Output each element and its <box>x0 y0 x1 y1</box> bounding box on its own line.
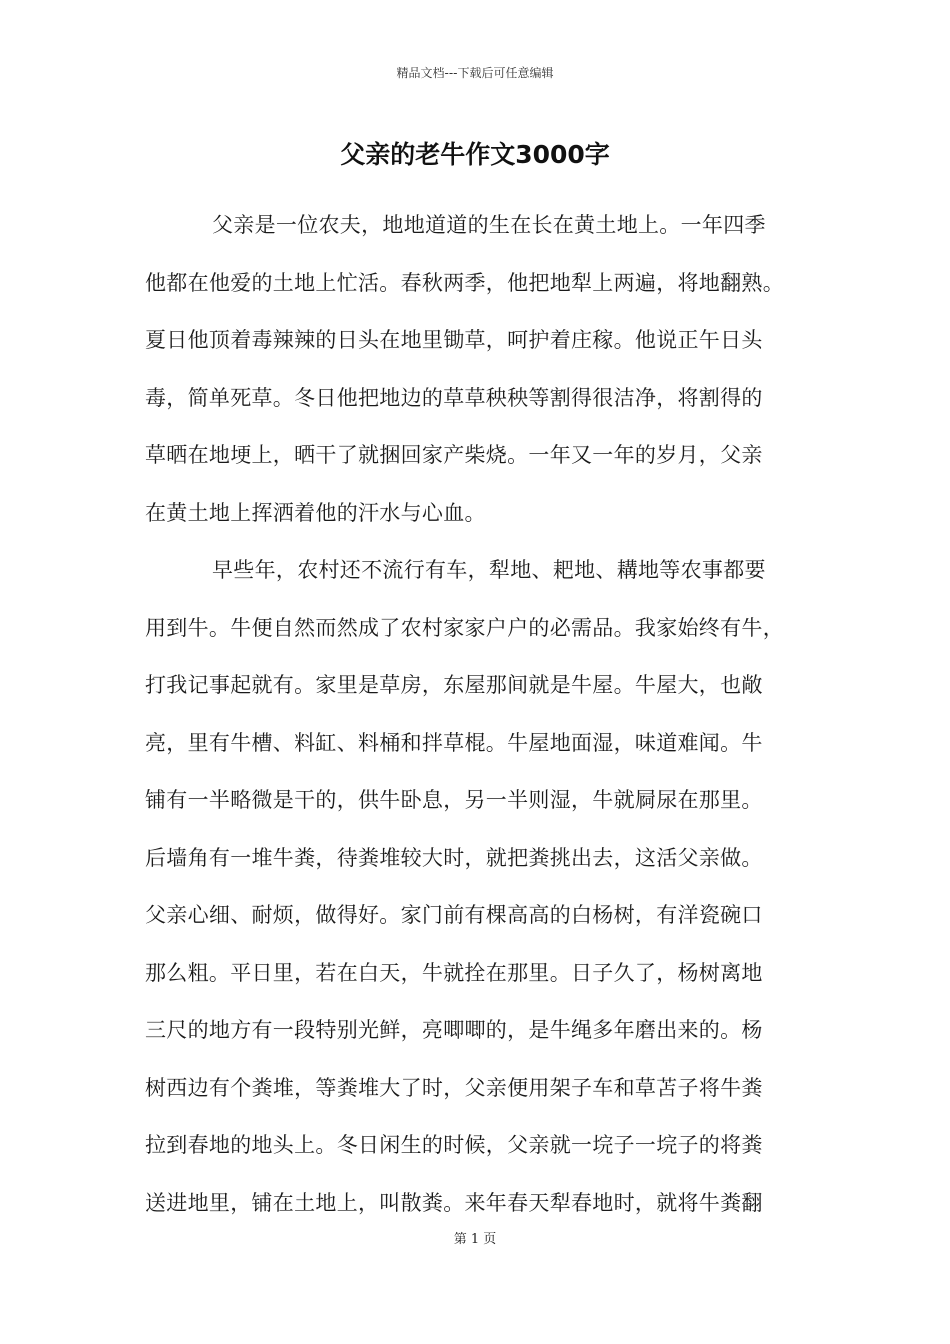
text-line: 那么粗。平日里，若在白天，牛就拴在那里。日子久了，杨树离地 <box>145 960 763 985</box>
text-line: 在黄土地上挥洒着他的汗水与心血。 <box>145 500 486 525</box>
text-line: 三尺的地方有一段特别光鲜，亮唧唧的，是牛绳多年磨出来的。杨 <box>145 1018 763 1042</box>
text-line: 用到牛。牛便自然而然成了农村家家户户的必需品。我家始终有牛， <box>145 615 784 640</box>
page-header: 精品文档---下载后可任意编辑 <box>396 66 554 80</box>
text-line: 他都在他爱的土地上忙活。春秋两季，他把地犁上两遍，将地翻熟。 <box>145 270 784 295</box>
text-line: 父亲是一位农夫，地地道道的生在长在黄土地上。一年四季 <box>212 213 766 237</box>
text-line: 拉到春地的地头上。冬日闲生的时候，父亲就一垸子一垸子的将粪 <box>145 1133 763 1157</box>
text-line: 打我记事起就有。家里是草房，东屋那间就是牛屋。牛屋大，也敞 <box>145 673 763 697</box>
text-line: 铺有一半略微是干的，供牛卧息，另一半则湿，牛就屙尿在那里。 <box>145 788 763 812</box>
text-line: 草晒在地埂上，晒干了就捆回家产柴烧。一年又一年的岁月，父亲 <box>145 443 763 467</box>
text-line: 毒，简单死草。冬日他把地边的草草秧秧等割得很洁净，将割得的 <box>145 385 763 410</box>
document-title: 父亲的老牛作文3000字 <box>340 140 610 169</box>
text-line: 送进地里，铺在土地上，叫散粪。来年春天犁春地时，就将牛粪翻 <box>145 1190 763 1215</box>
text-line: 后墙角有一堆牛粪，待粪堆较大时，就把粪挑出去，这活父亲做。 <box>145 845 763 870</box>
text-line: 夏日他顶着毒辣辣的日头在地里锄草，呵护着庄稼。他说正午日头 <box>145 328 763 352</box>
text-line: 亮，里有牛槽、料缸、料桶和拌草棍。牛屋地面湿，味道难闻。牛 <box>145 730 763 755</box>
paragraph-2 <box>145 542 825 1232</box>
text-line: 父亲心细、耐烦，做得好。家门前有棵高高的白杨树，有洋瓷碗口 <box>145 903 763 927</box>
article-body <box>145 197 825 1232</box>
text-line: 早些年，农村还不流行有车，犁地、耙地、耩地等农事都要 <box>212 558 766 582</box>
text-line: 树西边有个粪堆，等粪堆大了时，父亲便用架子车和草苫子将牛粪 <box>145 1075 763 1100</box>
paragraph-1 <box>145 197 825 542</box>
page-number: 第 1 页 <box>453 1232 497 1247</box>
